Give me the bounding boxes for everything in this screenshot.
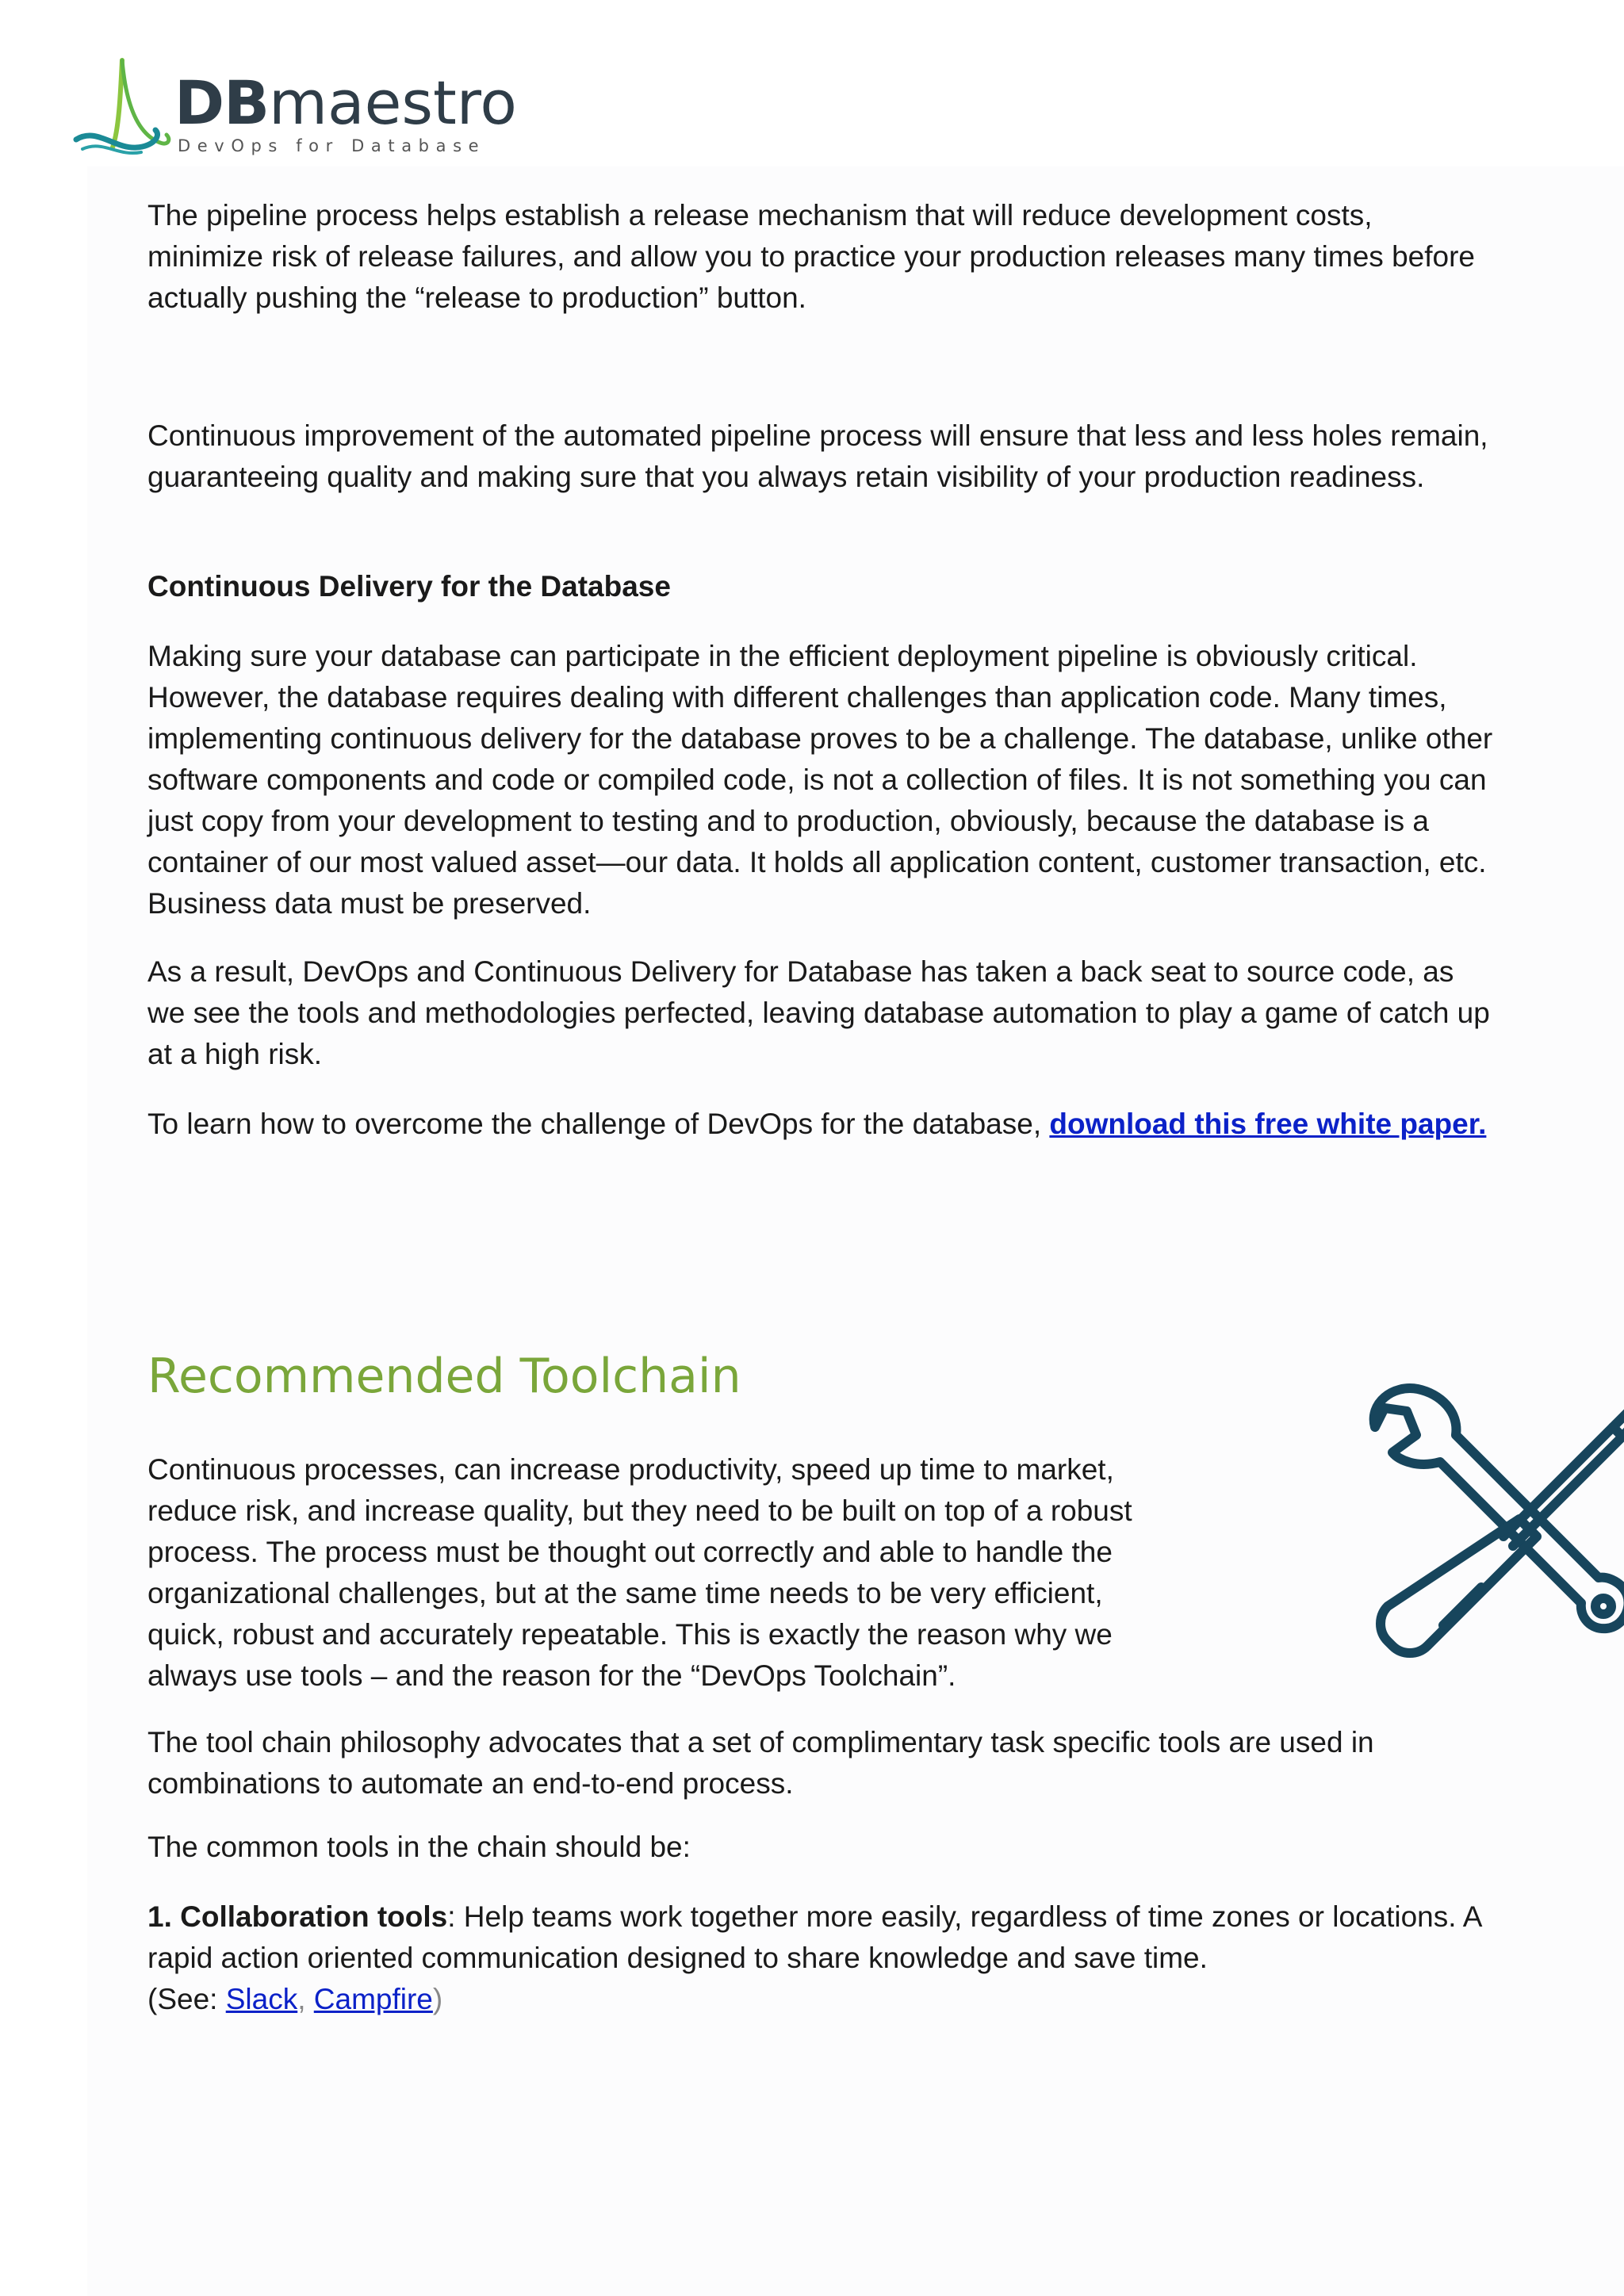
see-prefix: (See: bbox=[147, 1983, 226, 2015]
logo-wordmark bbox=[174, 67, 517, 138]
logo-wordmark-maestro: maestro bbox=[269, 67, 517, 138]
collaboration-tools-label: 1. Collaboration tools bbox=[147, 1900, 448, 1933]
slack-link[interactable]: Slack bbox=[225, 1983, 298, 2015]
campfire-link[interactable]: Campfire bbox=[313, 1983, 433, 2015]
continuous-improvement-paragraph: Continuous improvement of the automated pipeline process will ensure that less and less holes remain, guaranteeing quality and making sure that you always retain visibility of your production readiness. bbox=[147, 419, 1488, 493]
whitepaper-text: To learn how to overcome the challenge of DevOps for the database, bbox=[147, 1108, 1050, 1140]
logo-mark-icon bbox=[73, 54, 176, 159]
devops-backseat-paragraph: As a result, DevOps and Continuous Delivery for Database has taken a back seat to source code, as we see the tools and methodologies perfected, leaving database automation to play a game of catch up at a high risk. bbox=[147, 955, 1490, 1070]
whitepaper-paragraph bbox=[147, 1104, 1496, 1145]
database-challenges-paragraph: Making sure your database can participate in the efficient deployment pipeline is obviously critical. However, the database requires dealing with different challenges than application code. Many times, implementing continuous delivery for the database proves to be a challenge. The database, unlike other software components and code or compiled code, is not a collection of files. It is not something you can just copy from your development to testing and to production, obviously, because the database is a container of our most valued asset—our data. It holds all application content, customer transaction, etc. Business data must be preserved. bbox=[147, 640, 1493, 920]
collaboration-tools-item bbox=[147, 1896, 1496, 2020]
dbmaestro-logo bbox=[73, 54, 517, 165]
continuous-processes-paragraph: Continuous processes, can increase productivity, speed up time to market, reduce risk, and increase quality, but they need to be built on top of a robust process. The process must be thought out correctly and able to handle the organizational challenges, but at the same time needs to be very efficient, quick, robust and accurately repeatable. This is exactly the reason why we always use tools – and the reason for the “DevOps Toolchain”. bbox=[147, 1453, 1132, 1692]
see-suffix: ) bbox=[432, 1983, 443, 2015]
toolchain-philosophy-paragraph: The tool chain philosophy advocates that a set of complimentary task specific tools are used in combinations to automate an end-to-end process. bbox=[147, 1726, 1374, 1800]
link-separator: , bbox=[297, 1983, 314, 2015]
recommended-toolchain-title: Recommended Toolchain bbox=[147, 1349, 741, 1404]
pipeline-paragraph: The pipeline process helps establish a release mechanism that will reduce development costs, minimize risk of release failures, and allow you to practice your production releases many times before actually pushing the “release to production” button. bbox=[147, 199, 1475, 314]
common-tools-intro: The common tools in the chain should be: bbox=[147, 1831, 691, 1863]
wrench-screwdriver-icon bbox=[1361, 1380, 1624, 1673]
whitepaper-download-link[interactable]: download this free white paper. bbox=[1049, 1108, 1487, 1140]
logo-wordmark-db: DB bbox=[174, 67, 270, 138]
logo-tagline: DevOps for Database bbox=[178, 136, 486, 155]
collaboration-tools-text: : Help teams work together more easily, regardless of time zones or locations. A rapid action oriented communication designed to share knowledge and save time. bbox=[147, 1900, 1481, 1974]
section-heading-cd-database: Continuous Delivery for the Database bbox=[147, 570, 671, 603]
